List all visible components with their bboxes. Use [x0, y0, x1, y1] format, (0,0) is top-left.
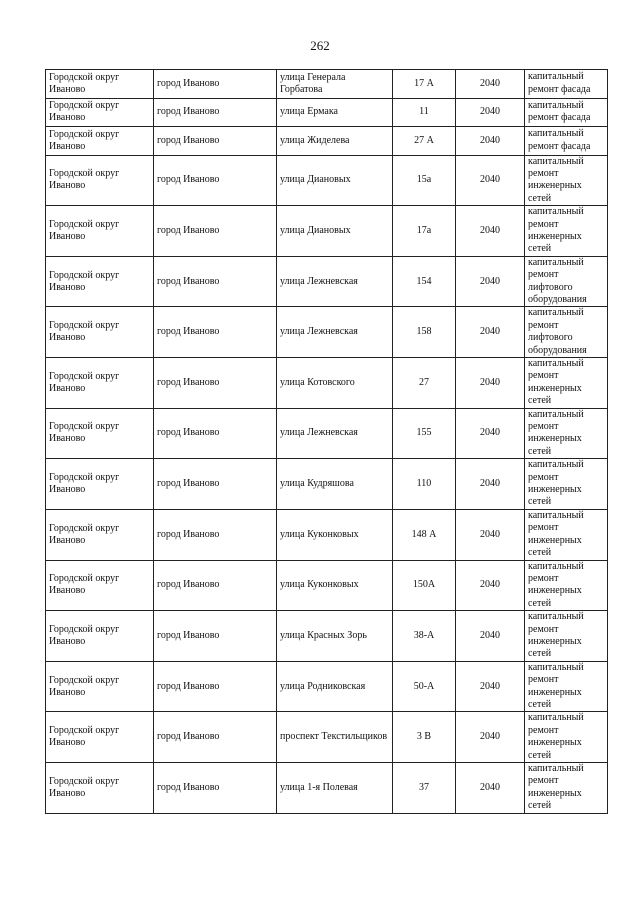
work-type-cell: капитальный ремонт инженерных сетей	[525, 763, 608, 814]
municipality-cell: Городской округ Иваново	[46, 408, 154, 459]
municipality-cell: Городской округ Иваново	[46, 509, 154, 560]
house-number-cell: 158	[393, 307, 456, 358]
street-cell: улица Куконковых	[277, 560, 393, 611]
municipality-cell: Городской округ Иваново	[46, 459, 154, 510]
work-type-cell: капитальный ремонт инженерных сетей	[525, 509, 608, 560]
table-row	[46, 661, 608, 712]
street-cell: проспект Текстильщиков	[277, 712, 393, 763]
work-type-cell: капитальный ремонт инженерных сетей	[525, 611, 608, 662]
year-cell: 2040	[456, 509, 525, 560]
municipality-cell: Городской округ Иваново	[46, 98, 154, 127]
table-row	[46, 611, 608, 662]
street-cell: улица Кудряшова	[277, 459, 393, 510]
city-cell: город Иваново	[154, 459, 277, 510]
work-type-cell: капитальный ремонт инженерных сетей	[525, 155, 608, 206]
table-row	[46, 256, 608, 307]
house-number-cell: 17 А	[393, 70, 456, 99]
city-cell: город Иваново	[154, 98, 277, 127]
city-cell: город Иваново	[154, 661, 277, 712]
street-cell: улица Лежневская	[277, 256, 393, 307]
street-cell: улица Лежневская	[277, 307, 393, 358]
house-number-cell: 50-А	[393, 661, 456, 712]
table-row	[46, 408, 608, 459]
house-number-cell: 150А	[393, 560, 456, 611]
work-type-cell: капитальный ремонт фасада	[525, 127, 608, 156]
work-type-cell: капитальный ремонт инженерных сетей	[525, 358, 608, 409]
year-cell: 2040	[456, 256, 525, 307]
street-cell: улица Ермака	[277, 98, 393, 127]
street-cell: улица Генерала Горбатова	[277, 70, 393, 99]
city-cell: город Иваново	[154, 307, 277, 358]
municipality-cell: Городской округ Иваново	[46, 763, 154, 814]
city-cell: город Иваново	[154, 358, 277, 409]
city-cell: город Иваново	[154, 611, 277, 662]
municipality-cell: Городской округ Иваново	[46, 611, 154, 662]
city-cell: город Иваново	[154, 70, 277, 99]
municipality-cell: Городской округ Иваново	[46, 127, 154, 156]
table-row	[46, 127, 608, 156]
city-cell: город Иваново	[154, 763, 277, 814]
year-cell: 2040	[456, 206, 525, 257]
city-cell: город Иваново	[154, 560, 277, 611]
street-cell: улица Котовского	[277, 358, 393, 409]
street-cell: улица Родниковская	[277, 661, 393, 712]
house-number-cell: 11	[393, 98, 456, 127]
table-row	[46, 509, 608, 560]
table-row	[46, 206, 608, 257]
year-cell: 2040	[456, 358, 525, 409]
year-cell: 2040	[456, 661, 525, 712]
table-row	[46, 560, 608, 611]
municipality-cell: Городской округ Иваново	[46, 358, 154, 409]
house-number-cell: 154	[393, 256, 456, 307]
table-row	[46, 459, 608, 510]
house-number-cell: 3 В	[393, 712, 456, 763]
house-number-cell: 110	[393, 459, 456, 510]
year-cell: 2040	[456, 763, 525, 814]
street-cell: улица Диановых	[277, 206, 393, 257]
year-cell: 2040	[456, 155, 525, 206]
page-number: 262	[310, 38, 330, 53]
house-number-cell: 27 А	[393, 127, 456, 156]
house-number-cell: 148 А	[393, 509, 456, 560]
house-number-cell: 17а	[393, 206, 456, 257]
municipality-cell: Городской округ Иваново	[46, 256, 154, 307]
street-cell: улица Диановых	[277, 155, 393, 206]
year-cell: 2040	[456, 408, 525, 459]
year-cell: 2040	[456, 307, 525, 358]
table-row	[46, 98, 608, 127]
work-type-cell: капитальный ремонт лифтового оборудования	[525, 256, 608, 307]
house-number-cell: 155	[393, 408, 456, 459]
work-type-cell: капитальный ремонт фасада	[525, 70, 608, 99]
work-type-cell: капитальный ремонт фасада	[525, 98, 608, 127]
table-row	[46, 712, 608, 763]
city-cell: город Иваново	[154, 256, 277, 307]
year-cell: 2040	[456, 127, 525, 156]
municipality-cell: Городской округ Иваново	[46, 560, 154, 611]
municipality-cell: Городской округ Иваново	[46, 712, 154, 763]
street-cell: улица Куконковых	[277, 509, 393, 560]
city-cell: город Иваново	[154, 408, 277, 459]
year-cell: 2040	[456, 459, 525, 510]
work-type-cell: капитальный ремонт инженерных сетей	[525, 459, 608, 510]
municipality-cell: Городской округ Иваново	[46, 661, 154, 712]
city-cell: город Иваново	[154, 127, 277, 156]
year-cell: 2040	[456, 70, 525, 99]
repair-schedule-table	[45, 69, 608, 814]
municipality-cell: Городской округ Иваново	[46, 307, 154, 358]
table-row	[46, 70, 608, 99]
street-cell: улица Красных Зорь	[277, 611, 393, 662]
work-type-cell: капитальный ремонт инженерных сетей	[525, 408, 608, 459]
municipality-cell: Городской округ Иваново	[46, 206, 154, 257]
city-cell: город Иваново	[154, 509, 277, 560]
city-cell: город Иваново	[154, 712, 277, 763]
municipality-cell: Городской округ Иваново	[46, 155, 154, 206]
city-cell: город Иваново	[154, 155, 277, 206]
work-type-cell: капитальный ремонт инженерных сетей	[525, 712, 608, 763]
house-number-cell: 27	[393, 358, 456, 409]
house-number-cell: 38-А	[393, 611, 456, 662]
city-cell: город Иваново	[154, 206, 277, 257]
table-row	[46, 155, 608, 206]
house-number-cell: 37	[393, 763, 456, 814]
table-row	[46, 307, 608, 358]
table-row	[46, 763, 608, 814]
year-cell: 2040	[456, 712, 525, 763]
work-type-cell: капитальный ремонт лифтового оборудования	[525, 307, 608, 358]
street-cell: улица Лежневская	[277, 408, 393, 459]
house-number-cell: 15а	[393, 155, 456, 206]
municipality-cell: Городской округ Иваново	[46, 70, 154, 99]
year-cell: 2040	[456, 98, 525, 127]
year-cell: 2040	[456, 560, 525, 611]
street-cell: улица 1-я Полевая	[277, 763, 393, 814]
work-type-cell: капитальный ремонт инженерных сетей	[525, 560, 608, 611]
year-cell: 2040	[456, 611, 525, 662]
table-row	[46, 358, 608, 409]
street-cell: улица Жиделева	[277, 127, 393, 156]
work-type-cell: капитальный ремонт инженерных сетей	[525, 206, 608, 257]
work-type-cell: капитальный ремонт инженерных сетей	[525, 661, 608, 712]
